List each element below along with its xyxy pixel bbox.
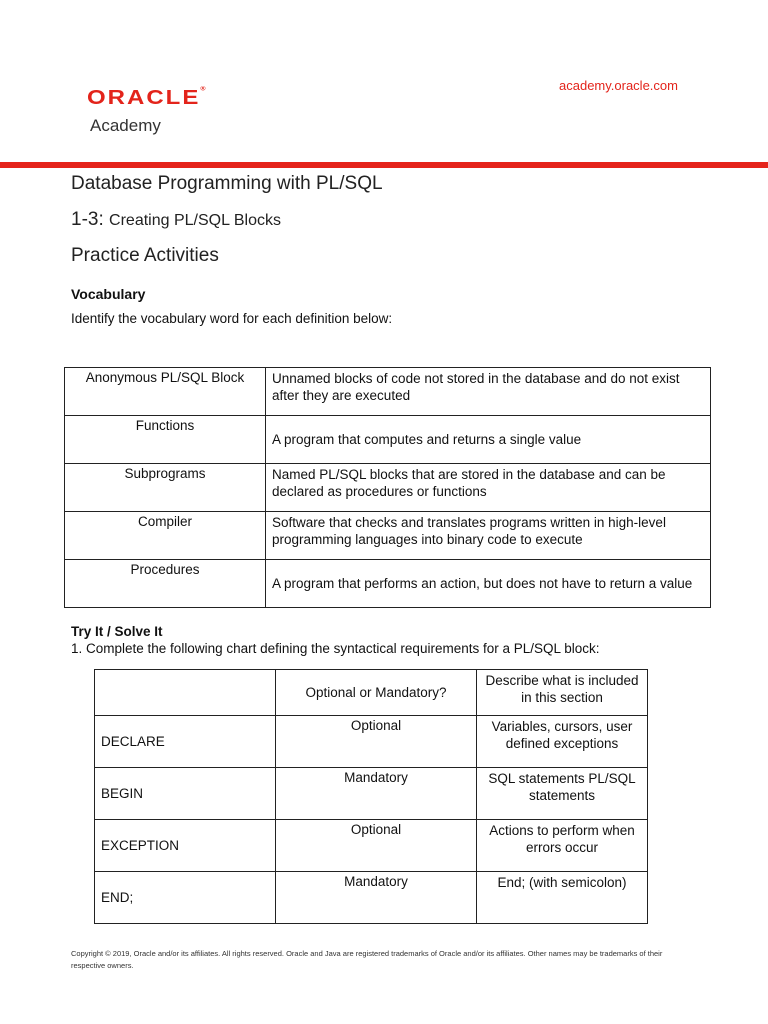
description-cell: End; (with semicolon) xyxy=(477,872,648,924)
copyright-notice: Copyright © 2019, Oracle and/or its affiliates. All rights reserved. Oracle and Java are registered trademarks of Oracle and/or its affiliates. Other names may be trademarks of their respective owners. xyxy=(71,949,663,970)
table-row xyxy=(65,560,711,608)
requirement-cell: Optional xyxy=(276,716,477,768)
lesson-number: 1-3: xyxy=(71,209,104,230)
table-row xyxy=(95,716,648,768)
table-row xyxy=(65,464,711,512)
try-it-heading: Try It / Solve It xyxy=(71,624,163,639)
oracle-logo-word: ORACLE xyxy=(87,86,201,109)
description-cell: Variables, cursors, user defined exceptions xyxy=(477,716,648,768)
section-title: Practice Activities xyxy=(71,245,219,266)
vocab-term: Compiler xyxy=(65,512,266,560)
academy-label: Academy xyxy=(90,116,161,135)
description-cell: Actions to perform when errors occur xyxy=(477,820,648,872)
vocab-definition: A program that computes and returns a single value xyxy=(266,416,711,464)
description-cell: SQL statements PL/SQL statements xyxy=(477,768,648,820)
table-row xyxy=(65,512,711,560)
vocabulary-table xyxy=(64,367,711,608)
registered-mark: ® xyxy=(200,86,206,92)
lesson-title xyxy=(71,209,281,231)
academy-site-link[interactable]: academy.oracle.com xyxy=(559,78,678,93)
requirement-cell: Mandatory xyxy=(276,872,477,924)
header-cell-description: Describe what is included in this section xyxy=(477,670,648,716)
vocab-definition: Software that checks and translates programs written in high-level programming languages into binary code to execute xyxy=(266,512,711,560)
table-row xyxy=(95,872,648,924)
requirement-cell: Mandatory xyxy=(276,768,477,820)
table-row xyxy=(95,820,648,872)
section-cell: END; xyxy=(95,872,276,924)
section-cell: DECLARE xyxy=(95,716,276,768)
section-cell: BEGIN xyxy=(95,768,276,820)
vocab-definition: Named PL/SQL blocks that are stored in the database and can be declared as procedures or functions xyxy=(266,464,711,512)
try-it-instruction: 1. Complete the following chart defining the syntactical requirements for a PL/SQL block: xyxy=(71,641,600,656)
vocab-term: Procedures xyxy=(65,560,266,608)
table-header-row xyxy=(95,670,648,716)
table-row xyxy=(65,416,711,464)
vocab-definition: Unnamed blocks of code not stored in the database and do not exist after they are executed xyxy=(266,368,711,416)
oracle-logo xyxy=(87,86,206,110)
course-title: Database Programming with PL/SQL xyxy=(71,173,383,194)
table-row xyxy=(95,768,648,820)
vocab-definition: A program that performs an action, but does not have to return a value xyxy=(266,560,711,608)
lesson-name: Creating PL/SQL Blocks xyxy=(109,212,281,229)
vocabulary-instruction: Identify the vocabulary word for each definition below: xyxy=(71,311,393,326)
header-divider xyxy=(0,162,768,168)
vocab-term: Subprograms xyxy=(65,464,266,512)
section-cell: EXCEPTION xyxy=(95,820,276,872)
header-cell-empty xyxy=(95,670,276,716)
header-cell-requirement: Optional or Mandatory? xyxy=(276,670,477,716)
vocab-term: Functions xyxy=(65,416,266,464)
table-row xyxy=(65,368,711,416)
syntax-table xyxy=(94,669,648,924)
vocab-term: Anonymous PL/SQL Block xyxy=(65,368,266,416)
requirement-cell: Optional xyxy=(276,820,477,872)
vocabulary-heading: Vocabulary xyxy=(71,286,146,302)
